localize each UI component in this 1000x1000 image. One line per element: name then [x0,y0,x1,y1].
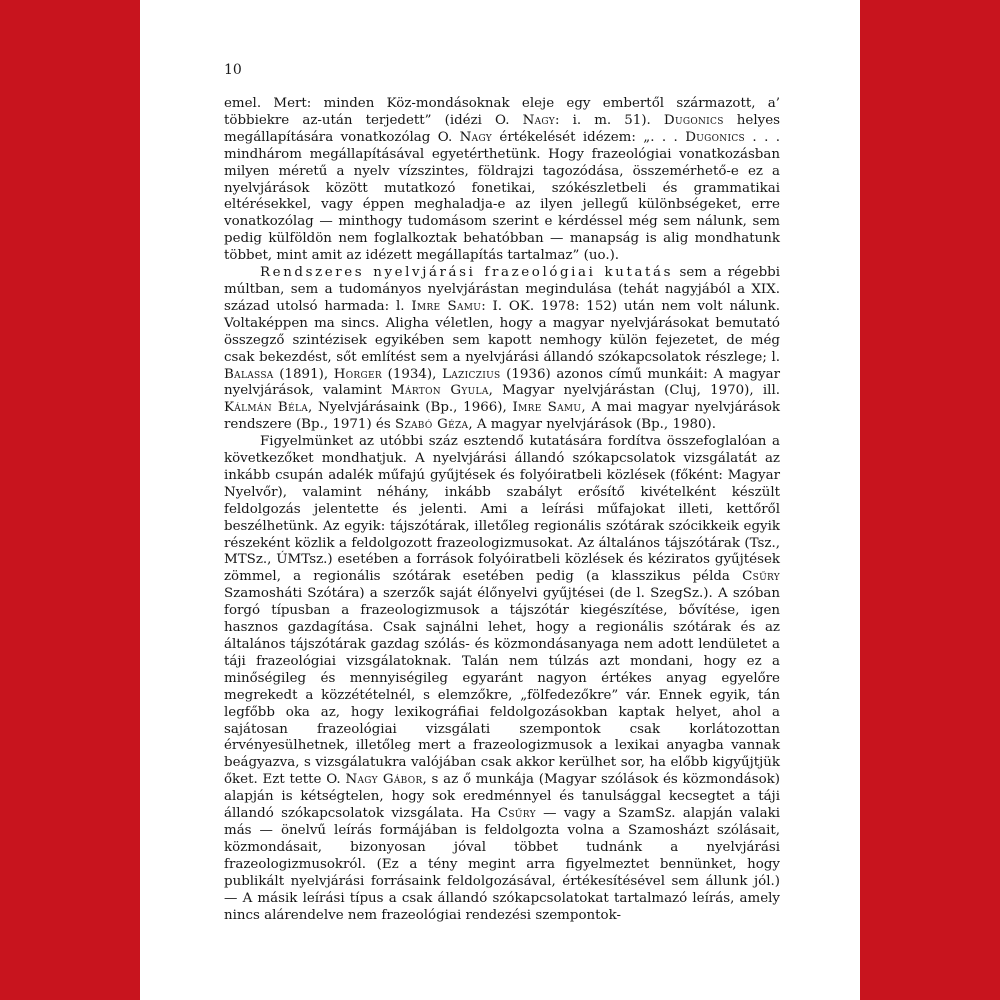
author-dugonics: Dugonics [663,112,724,128]
author-imre-samu: Imre Samu [512,400,582,416]
p2-text-9: , A magyar nyelvjárások (Bp., 1980). [468,417,717,433]
author-nagy-gabor: Nagy Gábor [345,772,423,788]
author-szabo-geza: Szabó Géza [394,417,469,433]
author-nagy: Nagy [522,112,555,128]
p2-text-1: sem a régebbi múltban, sem a tudományos nyelvjárástan megindulása (tehát nagyjából a XIX. század utolsó harmada: l. [224,265,780,314]
p2-text-4: (1934), [381,366,443,382]
p2-text-2: : I. OK. 1978: 152) után nem volt nálunk. Voltaképpen ma sincs. Aligha véletlen, hogy a magyar nyelvjárásokat bemutató összegző szintézisek egyikében sem kapott nemhogy külön fejezetet, de még csak bekezdést, sőt említést sem a nyelvjárási állandó szókapcsolatok részlege; l. [224,298,780,365]
p1-text-2: : i. m. 51). [554,112,664,128]
p1-text-5: . . . mindhárom megállapításával egyetérthetünk. Hogy frazeológiai vonatkozásban milyen méretű a nyelv vízszintes, földrajzi tagozódása, összemérhető-e ez a nyelvjárások között mutatkozó fonetikai, szókészletbeli és grammatikai eltérésekkel, vagy éppen meghaladja-e az ilyen jellegű különbségeket, erre vonatkozólag — minthogy tudomásom szerint e kérdéssel még sem nálunk, sem pedig külföldön nem foglalkoztak behatóbban — manapság is alig mondhatunk többet, mint amit az idézett megállapítás tartalmaz” (uo.). [224,129,780,264]
author-laziczius: Laziczius [442,366,501,382]
p1-text-3: helyes megállapítására vonatkozólag O. [224,112,780,145]
author-horger: Horger [333,366,382,382]
author-nagy: Nagy [459,129,493,145]
author-kalman-bela: Kálmán Béla [224,400,309,416]
book-page [140,0,860,1000]
author-imre-samu: Imre Samu [411,298,482,314]
p2-text-5: (1936) azonos című munkáit: A magyar nyelvjárások, valamint [224,366,781,399]
p2-text-3: (1891), [273,366,334,382]
p3-text-4: — vagy a SzamSz. alapján valaki más — önelvű leírás formájában is feldolgozta volna a Szamosházt szólásait, közmondásait, bizonyosan jóval többet tudnánk a nyelvjárási frazeologizmusokról. (Ez a tény megint arra figyelmeztet bennünket, hogy publikált nyelvjárási forrásaink feldolgozásával, értékesítésével sem állunk jól.) — A másik leírási típus a csak állandó szókapcsolatokat tartalmazó leírás, amely nincs alárendelve nem frazeológiai rendezési szempontok- [224,806,780,923]
p3-text-3: , s az ő munkája (Magyar szólások és közmondások) alapján is kétségtelen, hogy sok eredménnyel és tanulsággal kecsegtet a táji állandó szókapcsolatok vizsgálata. Ha [224,772,780,822]
p1-text-1: emel. Mert: minden Köz-mondásoknak eleje egy embertől származott, a’ többiekre az-után terjedett” (idézi O. [224,96,780,128]
page-number: 10 [224,62,242,78]
author-dugonics: Dugonics [685,129,745,145]
p2-text-6: , Magyar nyelvjárástan (Cluj, 1970), ill. [488,383,780,399]
author-csury: Csűry [742,569,780,585]
p2-text-8: , A mai magyar nyelvjárások rendszere (Bp., 1971) és [224,400,780,433]
p2-text-7: , Nyelvjárásaink (Bp., 1966), [308,400,513,416]
author-csury: Csűry [497,806,536,822]
p3-text-1: Figyelmünket az utóbbi száz esztendő kutatására fordítva összefoglalóan a következőket mondhatjuk. A nyelvjárási állandó szókapcsolatok vizsgálatát az inkább csupán adalék műfajú gyűjtések és folyóiratbeli közlések (főként: Magyar Nyelvőr), valamint néhány, inkább szabályt erősítő kivételként készült feldolgozás jelentette és jelenti. Ami a leírási műfajokat illeti, kettőről beszélhetünk. Az egyik: tájszótárak, illetőleg regionális szótárak szócikkeik egyik részeként közlik a feldolgozott frazeologizmusokat. Az általános tájszótárak (Tsz., MTSz., ÚMTsz.) esetében a források folyóiratbeli közlések és kéziratos gyűjtések zömmel, a regionális szótárak esetében pedig (a klasszikus példa [224,434,780,585]
author-balassa: Balassa [224,366,274,382]
body-text [224,96,780,924]
p1-text-4: értékelését idézem: „. . . [492,129,686,145]
paragraph-1 [224,96,780,265]
p3-text-2: Szamosháti Szótára) a szerzők saját élőnyelvi gyűjtései (de l. SzegSz.). A szóban forgó típusban a frazeologizmusok a tájszótár kiegészítése, bővítése, igen hasznos gazdagítása. Csak sajnálni lehet, hogy a regionális szótárak és az általános tájszótárak gazdag szólás- és közmondásanyaga nem adott lendületet a táji frazeológiai vizsgálatoknak. Talán nem túlzás azt mondani, hogy ez a minőségileg és mennyiségileg egyaránt nagyon értékes anyag egyelőre megrekedt a közzétételnél, s elemzőkre, „fölfedezőkre” vár. Ennek egyik, tán legfőbb oka az, hogy lexikográfiai feldolgozásokban kaptak helyet, ahol a sajátosan frazeológiai vizsgálati szempontok csak korlátozottan érvényesülhetnek, illetőleg mert a frazeologizmusok a lexikai anyagba vannak beágyazva, s vizsgálatukra valójában csak akkor kerülhet sor, ha előbb kigyűjtjük őket. Ezt tette O. [224,586,780,788]
author-marton-gyula: Márton Gyula [391,383,489,399]
paragraph-2 [224,265,780,434]
paragraph-3 [224,434,780,924]
emphasized-phrase: Rendszeres nyelvjárási frazeológiai kutatás [260,265,674,281]
